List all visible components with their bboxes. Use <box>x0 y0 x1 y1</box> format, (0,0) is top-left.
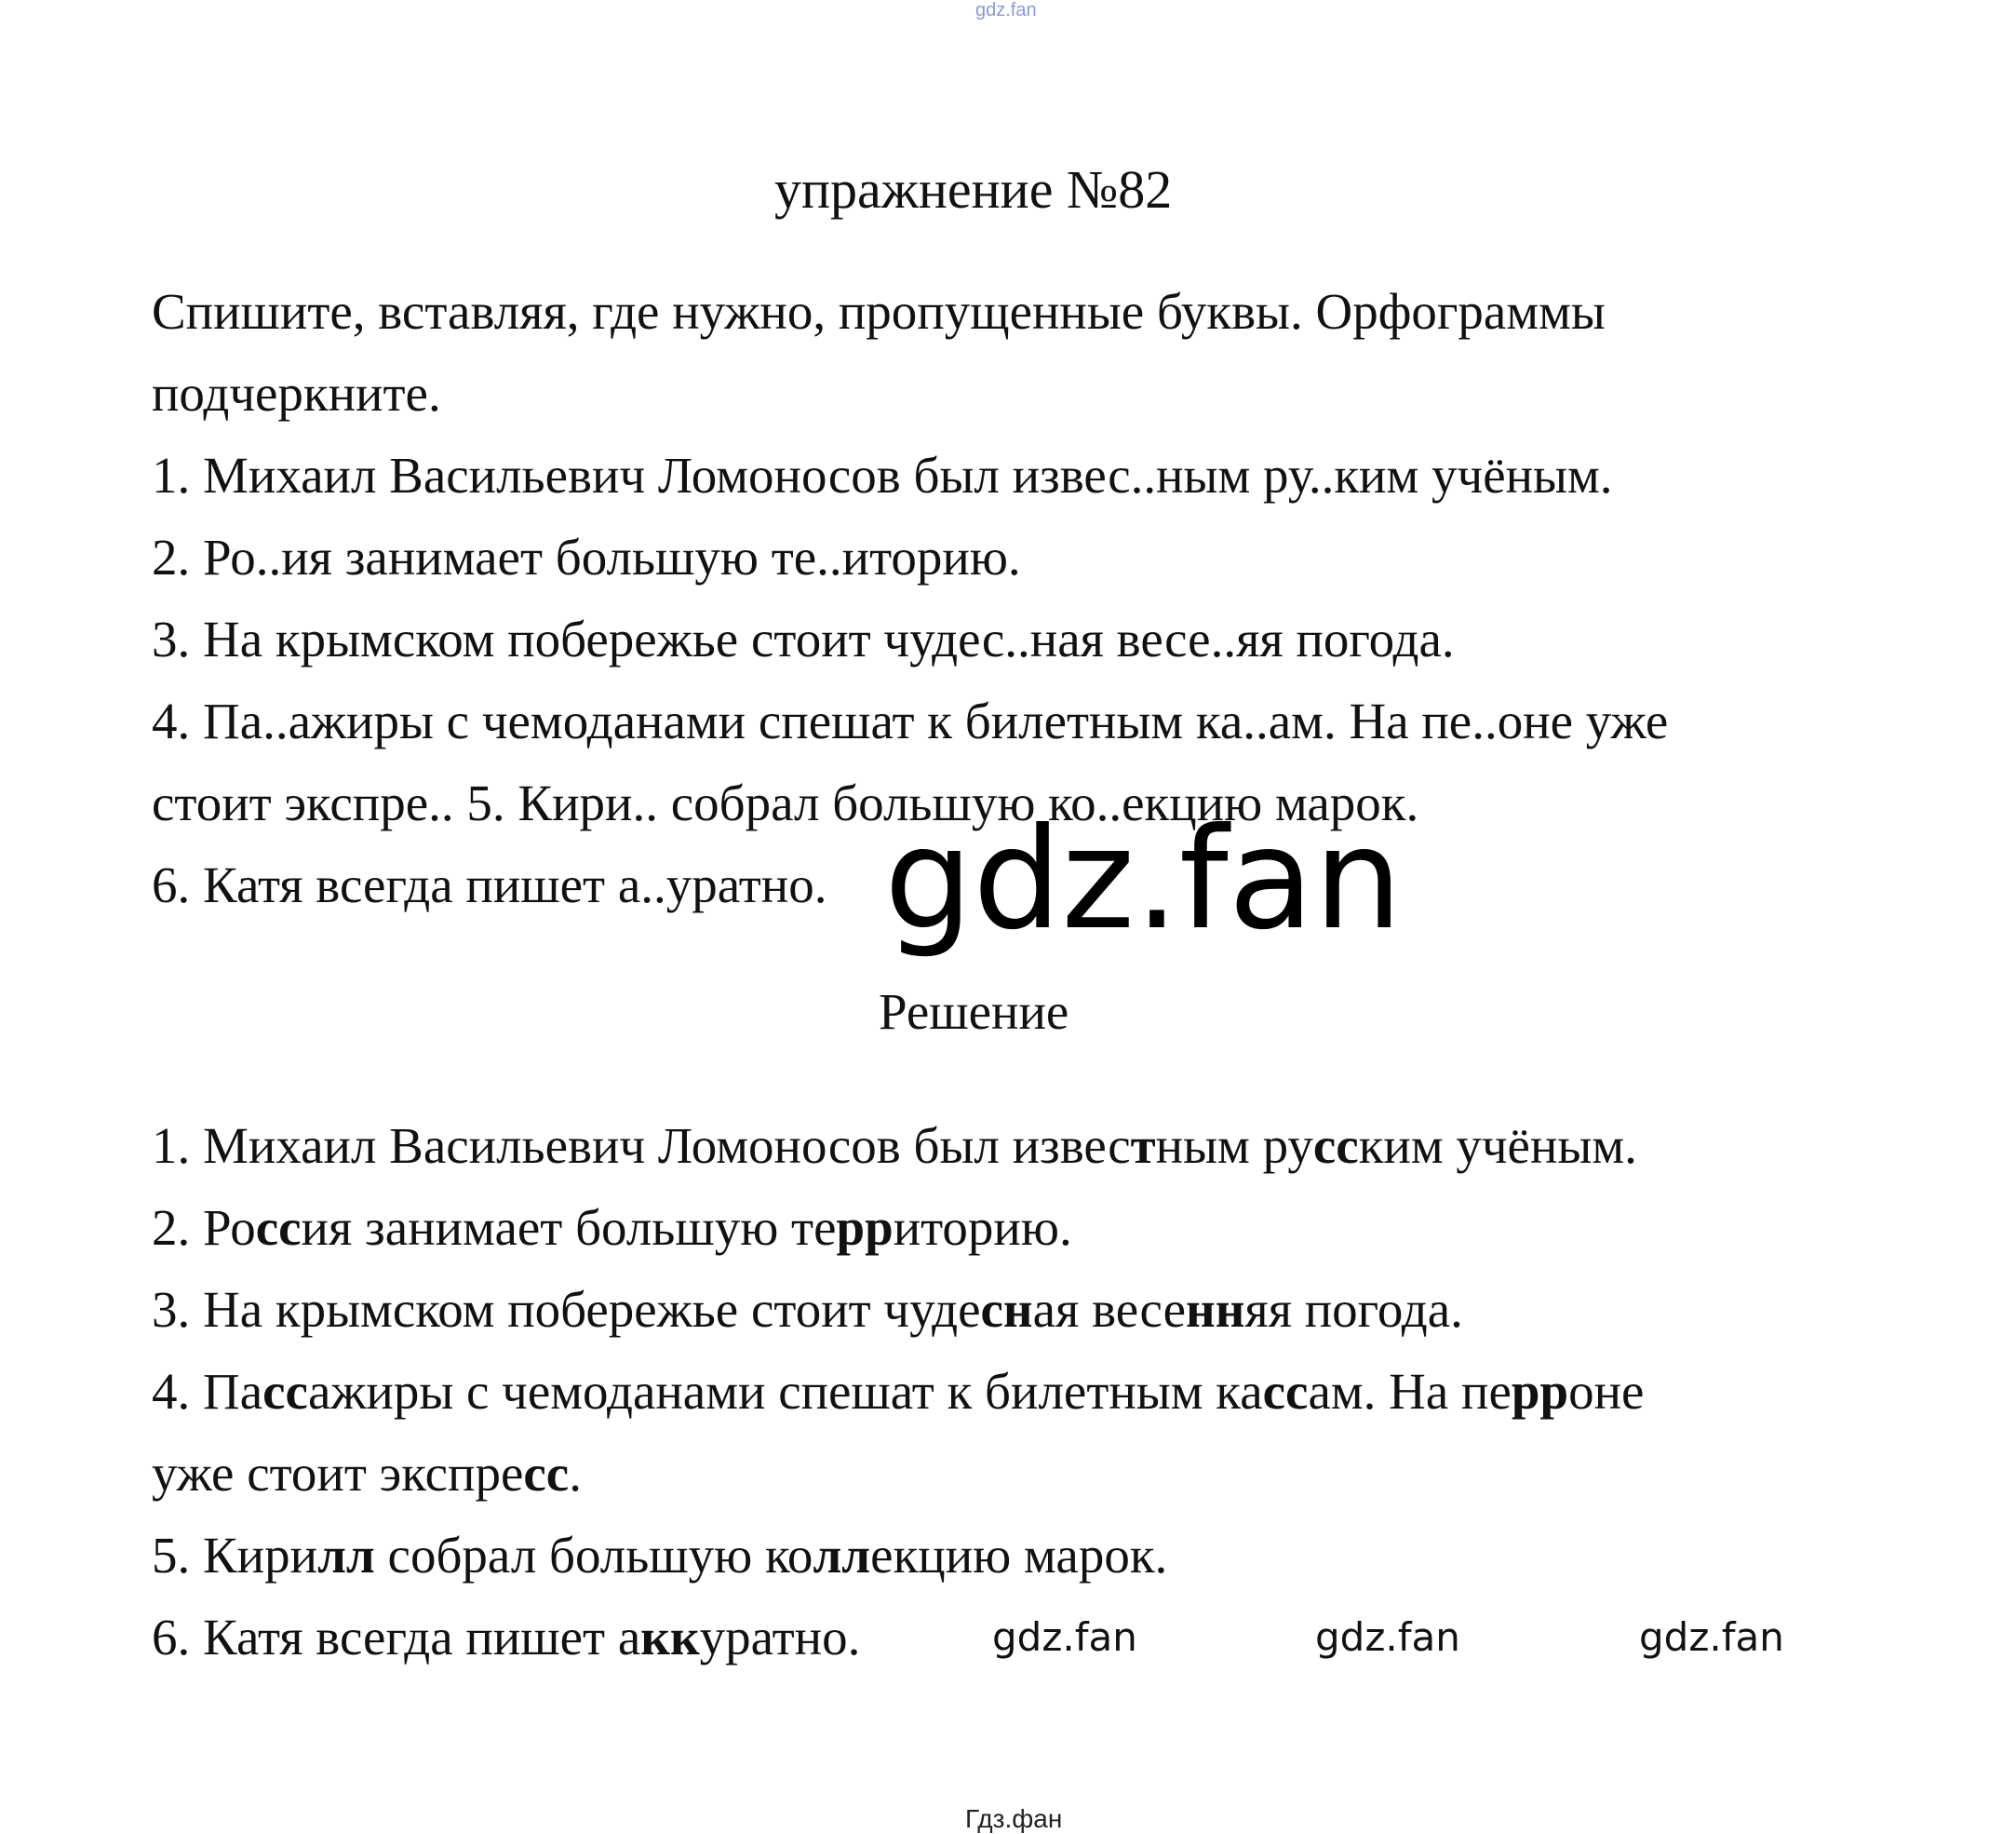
solution-item-4-line2: уже стоит экспресс. <box>152 1445 582 1502</box>
watermark-small-3: gdz.fan <box>1639 1614 1784 1660</box>
watermark-large: gdz.fan <box>884 799 1403 961</box>
solution-item-2: 2. Россия занимает большую территорию. <box>152 1199 1072 1256</box>
top-watermark: gdz.fan <box>975 0 1037 20</box>
exercise-title: упражнение №82 <box>774 159 1173 220</box>
task-item-4-line2: стоит экспре.. 5. Кири.. собрал большую ко..екцию марок. <box>152 775 1419 831</box>
solution-item-4-line1: 4. Пассажиры с чемоданами спешат к билетным кассам. На перроне <box>152 1363 1645 1420</box>
footer-watermark: Гдз.фан <box>965 1804 1063 1833</box>
solution-item-5: 5. Кирилл собрал большую коллекцию марок. <box>152 1527 1168 1584</box>
task-item-4-line1: 4. Па..ажиры с чемоданами спешат к билетным ка..ам. На пе..оне уже <box>152 693 1669 749</box>
solution-item-3: 3. На крымском побережье стоит чудесная весенняя погода. <box>152 1281 1463 1338</box>
task-instruction-line1: Спишите, вставляя, где нужно, пропущенные буквы. Орфограммы <box>152 283 1606 340</box>
solution-item-6: 6. Катя всегда пишет аккуратно. <box>152 1609 861 1665</box>
solution-title: Решение <box>879 983 1069 1040</box>
task-item-2: 2. Ро..ия занимает большую те..иторию. <box>152 529 1021 586</box>
watermark-small-2: gdz.fan <box>1315 1614 1460 1660</box>
solution-item-1: 1. Михаил Васильевич Ломоносов был известным русским учёным. <box>152 1117 1637 1174</box>
task-instruction-line2: подчеркните. <box>152 365 441 422</box>
task-item-6: 6. Катя всегда пишет а..уратно. <box>152 856 827 913</box>
task-item-3: 3. На крымском побережье стоит чудес..ная весе..яя погода. <box>152 611 1455 668</box>
watermark-small-1: gdz.fan <box>992 1614 1137 1660</box>
task-item-1: 1. Михаил Васильевич Ломоносов был извес..ным ру..ким учёным. <box>152 447 1613 504</box>
